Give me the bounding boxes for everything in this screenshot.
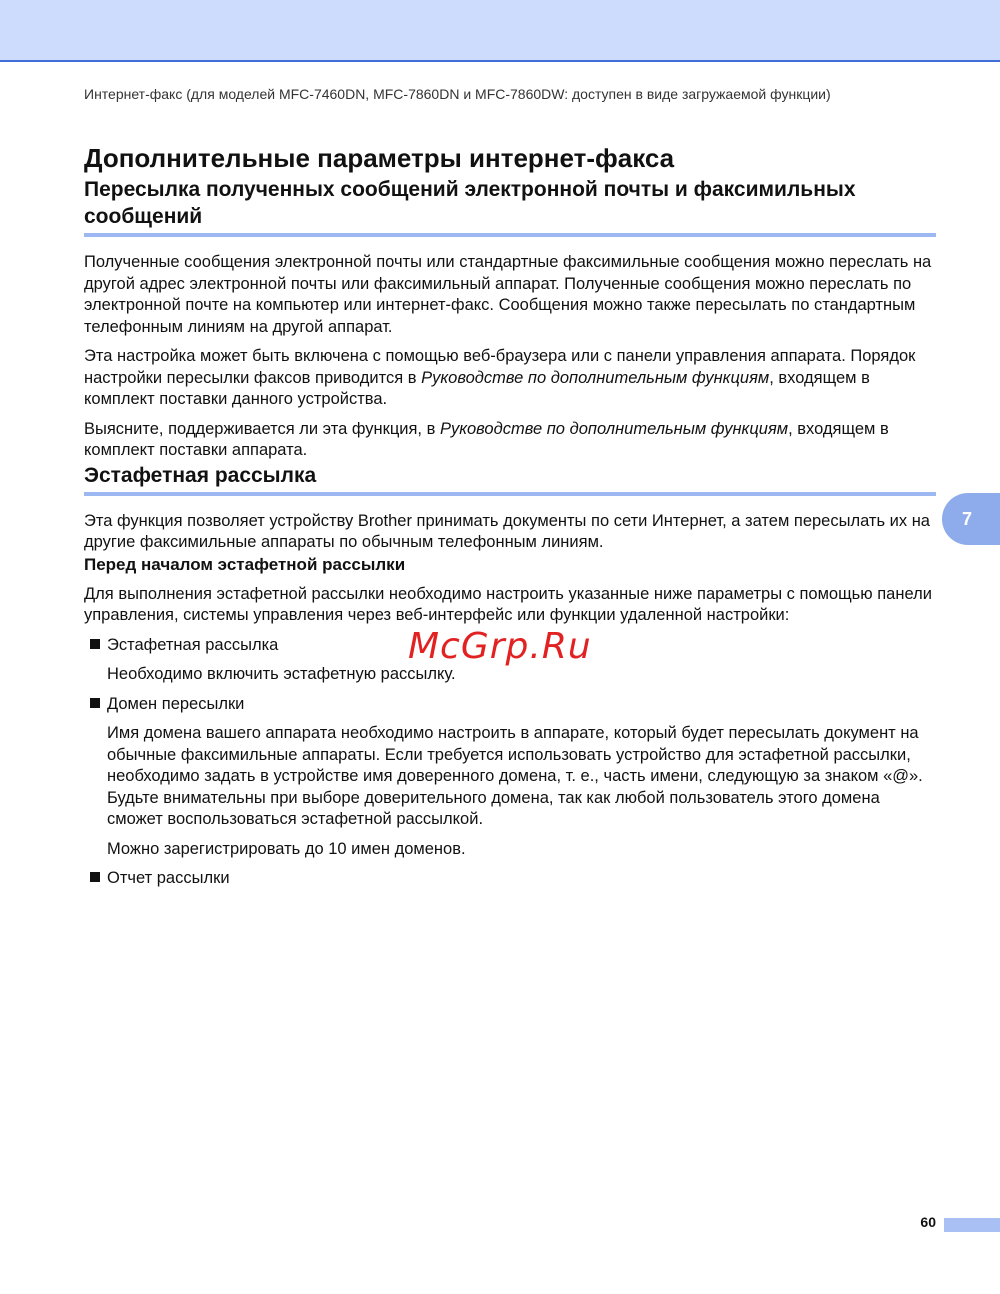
list-item-detail: Необходимо включить эстафетную рассылку. — [107, 665, 456, 683]
paragraph — [84, 419, 936, 462]
watermark: McGrp.Ru — [408, 626, 592, 667]
manual-reference: Руководстве по дополнительным функциям — [421, 368, 770, 387]
text-run: , входящем в комплект поставки аппарата. — [84, 419, 889, 459]
text-run: Выясните, поддерживается ли эта функция, в — [84, 419, 440, 438]
top-banner — [0, 0, 1000, 62]
list-item-label: Домен пересылки — [107, 694, 245, 713]
list-item-label: Отчет рассылки — [107, 869, 230, 887]
section-title-relay: Эстафетная рассылка — [84, 462, 936, 496]
text-run: , входящем в комплект поставки данного устройства. — [84, 368, 870, 408]
section-title-forwarding: Пересылка полученных сообщений электронной почты и факсимильных сообщений — [84, 176, 936, 237]
paragraph — [84, 346, 936, 411]
page-number: 60 — [920, 1214, 936, 1230]
list-item-detail: Имя домена вашего аппарата необходимо настроить в аппарате, который будет пересылать документ на обычные факсимильные аппараты. Если требуется использовать устройство для эстафетной рассылки, необходимо задать в устройстве имя доверенного домена, т. е., часть имени, следующую за знаком «@». Будьте внимательны при выборе доверительного домена, так как любой пользователь этого домена сможет воспользоваться эстафетной рассылкой. — [107, 724, 923, 828]
paragraph: Эта функция позволяет устройству Brother принимать документы по сети Интернет, а затем пересылать их на другие факсимильные аппараты по обычным телефонным линиям. — [84, 511, 930, 551]
square-bullet-icon — [90, 639, 100, 649]
chapter-tab: 7 — [942, 493, 1000, 545]
text-run: Эта настройка может быть включена с помощью веб-браузера или с панели управления аппарата. Порядок настройки пересылки факсов приводится в — [84, 347, 916, 387]
list-item-detail: Можно зарегистрировать до 10 имен доменов. — [107, 839, 466, 858]
list-item — [84, 868, 936, 890]
list-item-label: Эстафетная рассылка — [107, 635, 279, 654]
running-header: Интернет-факс (для моделей MFC-7460DN, MFC-7860DN и MFC-7860DW: доступен в виде загружаемой функции) — [84, 86, 831, 102]
paragraph: Полученные сообщения электронной почты или стандартные факсимильные сообщения можно переслать на другой адрес электронной почты или факсимильный аппарат. Полученные сообщения можно переслать по электронной почте на компьютер или интернет-факс. Сообщения можно также пересылать по стандартным телефонным линиям на другой аппарат. — [84, 253, 932, 336]
paragraph: Для выполнения эстафетной рассылки необходимо настроить указанные ниже параметры с помощью панели управления, системы управления через веб-интерфейс или функции удаленной настройки: — [84, 584, 932, 624]
page-content — [84, 140, 936, 890]
list-item — [84, 694, 936, 716]
subsection-title: Перед началом эстафетной рассылки — [84, 554, 406, 574]
page-number-bar — [944, 1218, 1000, 1232]
page-title: Дополнительные параметры интернет-факса — [84, 143, 675, 173]
manual-reference: Руководстве по дополнительным функциям — [439, 419, 789, 438]
square-bullet-icon — [90, 698, 100, 708]
square-bullet-icon — [90, 872, 100, 882]
